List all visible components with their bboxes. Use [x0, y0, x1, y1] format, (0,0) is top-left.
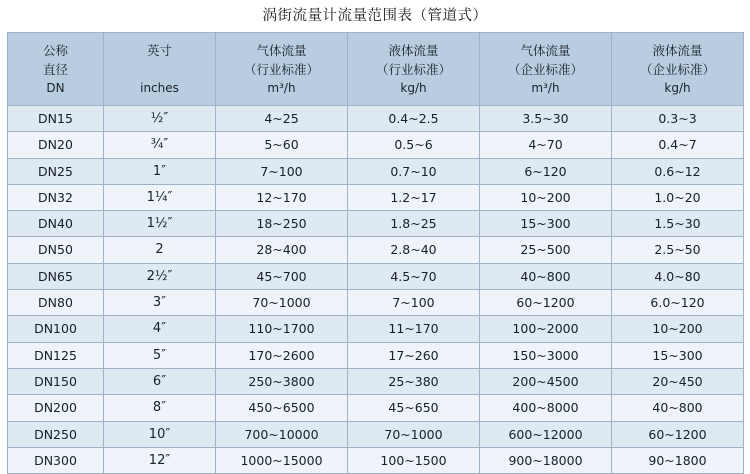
column-header-line: （行业标准） [243, 61, 319, 77]
cell-gas-enterprise: 900~18000 [480, 447, 612, 473]
cell-gas-industry: 4~25 [216, 106, 348, 132]
cell-gas-industry: 250~3800 [216, 368, 348, 394]
cell-gas-industry: 5~60 [216, 132, 348, 158]
cell-liquid-enterprise: 40~800 [612, 395, 744, 421]
cell-dn: DN25 [8, 158, 104, 184]
cell-dn: DN15 [8, 106, 104, 132]
cell-gas-enterprise: 10~200 [480, 184, 612, 210]
table-row [8, 342, 744, 368]
cell-liquid-enterprise: 0.3~3 [612, 106, 744, 132]
cell-inches: 5″ [104, 342, 216, 368]
table-row [8, 237, 744, 263]
cell-gas-industry: 450~6500 [216, 395, 348, 421]
cell-liquid-industry: 1.8~25 [348, 211, 480, 237]
cell-inches: 12″ [104, 447, 216, 473]
column-header-line: 直径 [42, 61, 68, 77]
column-header-line: m³/h [531, 80, 560, 95]
cell-liquid-industry: 7~100 [348, 290, 480, 316]
column-header-line: kg/h [400, 80, 427, 95]
cell-gas-industry: 70~1000 [216, 290, 348, 316]
cell-inches: 2½″ [104, 263, 216, 289]
cell-inches: 4″ [104, 316, 216, 342]
column-header-line: inches [140, 80, 179, 95]
cell-inches: 1½″ [104, 211, 216, 237]
column-header-line: m³/h [267, 80, 296, 95]
cell-liquid-enterprise: 0.4~7 [612, 132, 744, 158]
cell-liquid-enterprise: 0.6~12 [612, 158, 744, 184]
column-header-line: 液体流量 [652, 42, 703, 58]
cell-dn: DN20 [8, 132, 104, 158]
cell-liquid-enterprise: 4.0~80 [612, 263, 744, 289]
cell-inches: 8″ [104, 395, 216, 421]
cell-liquid-industry: 100~1500 [348, 447, 480, 473]
table-row [8, 158, 744, 184]
cell-dn: DN250 [8, 421, 104, 447]
cell-gas-industry: 28~400 [216, 237, 348, 263]
cell-liquid-enterprise: 6.0~120 [612, 290, 744, 316]
cell-dn: DN65 [8, 263, 104, 289]
cell-gas-enterprise: 6~120 [480, 158, 612, 184]
table-row [8, 421, 744, 447]
cell-gas-enterprise: 100~2000 [480, 316, 612, 342]
cell-gas-enterprise: 200~4500 [480, 368, 612, 394]
cell-liquid-industry: 25~380 [348, 368, 480, 394]
cell-liquid-enterprise: 20~450 [612, 368, 744, 394]
table-row [8, 184, 744, 210]
cell-inches: 6″ [104, 368, 216, 394]
table-row [8, 106, 744, 132]
cell-inches: ¾″ [104, 132, 216, 158]
cell-inches: 1¼″ [104, 184, 216, 210]
cell-gas-enterprise: 150~3000 [480, 342, 612, 368]
cell-liquid-industry: 70~1000 [348, 421, 480, 447]
cell-dn: DN80 [8, 290, 104, 316]
cell-liquid-enterprise: 90~1800 [612, 447, 744, 473]
cell-inches: ½″ [104, 106, 216, 132]
cell-gas-enterprise: 4~70 [480, 132, 612, 158]
column-header-line: （企业标准） [639, 61, 715, 77]
table-row [8, 132, 744, 158]
cell-gas-enterprise: 60~1200 [480, 290, 612, 316]
flow-range-table [7, 32, 744, 474]
cell-liquid-enterprise: 15~300 [612, 342, 744, 368]
column-header-nominal-diameter [8, 33, 104, 106]
column-header-line: 气体流量 [256, 42, 307, 58]
table-header-row [8, 33, 744, 106]
cell-liquid-enterprise: 1.0~20 [612, 184, 744, 210]
cell-dn: DN40 [8, 211, 104, 237]
cell-gas-industry: 170~2600 [216, 342, 348, 368]
cell-liquid-enterprise: 1.5~30 [612, 211, 744, 237]
column-header-line: 公称 [42, 42, 68, 58]
cell-liquid-enterprise: 10~200 [612, 316, 744, 342]
column-header-liquid-flow-enterprise [612, 33, 744, 106]
column-header-line: （行业标准） [375, 61, 451, 77]
cell-gas-industry: 110~1700 [216, 316, 348, 342]
cell-liquid-industry: 1.2~17 [348, 184, 480, 210]
table-row [8, 316, 744, 342]
column-header-line: 气体流量 [520, 42, 571, 58]
column-header-line [106, 60, 213, 79]
cell-gas-enterprise: 15~300 [480, 211, 612, 237]
cell-liquid-industry: 0.7~10 [348, 158, 480, 184]
column-header-line: 液体流量 [388, 42, 439, 58]
cell-gas-industry: 12~170 [216, 184, 348, 210]
column-header-line: DN [46, 80, 65, 95]
table-row [8, 211, 744, 237]
cell-gas-industry: 45~700 [216, 263, 348, 289]
cell-liquid-industry: 4.5~70 [348, 263, 480, 289]
cell-dn: DN200 [8, 395, 104, 421]
cell-dn: DN100 [8, 316, 104, 342]
table-row [8, 290, 744, 316]
cell-liquid-industry: 11~170 [348, 316, 480, 342]
table-body [8, 106, 744, 474]
column-header-line: kg/h [664, 80, 691, 95]
cell-gas-industry: 700~10000 [216, 421, 348, 447]
cell-inches: 2 [104, 237, 216, 263]
cell-liquid-industry: 2.8~40 [348, 237, 480, 263]
column-header-gas-flow-industry [216, 33, 348, 106]
table-row [8, 263, 744, 289]
cell-gas-enterprise: 25~500 [480, 237, 612, 263]
column-header-line: 英寸 [146, 42, 172, 58]
column-header-liquid-flow-industry [348, 33, 480, 106]
cell-inches: 1″ [104, 158, 216, 184]
cell-inches: 10″ [104, 421, 216, 447]
cell-liquid-enterprise: 60~1200 [612, 421, 744, 447]
cell-gas-industry: 18~250 [216, 211, 348, 237]
cell-dn: DN150 [8, 368, 104, 394]
cell-liquid-industry: 45~650 [348, 395, 480, 421]
table-header [8, 33, 744, 106]
cell-gas-enterprise: 40~800 [480, 263, 612, 289]
cell-gas-enterprise: 3.5~30 [480, 106, 612, 132]
table-row [8, 447, 744, 473]
cell-inches: 3″ [104, 290, 216, 316]
cell-liquid-enterprise: 2.5~50 [612, 237, 744, 263]
cell-dn: DN300 [8, 447, 104, 473]
page-title: 涡街流量计流量范围表（管道式） [262, 8, 488, 24]
cell-dn: DN125 [8, 342, 104, 368]
table-row [8, 368, 744, 394]
cell-gas-enterprise: 600~12000 [480, 421, 612, 447]
cell-gas-industry: 7~100 [216, 158, 348, 184]
column-header-inches [104, 33, 216, 106]
cell-liquid-industry: 17~260 [348, 342, 480, 368]
column-header-gas-flow-enterprise [480, 33, 612, 106]
cell-liquid-industry: 0.5~6 [348, 132, 480, 158]
cell-dn: DN32 [8, 184, 104, 210]
table-row [8, 395, 744, 421]
cell-liquid-industry: 0.4~2.5 [348, 106, 480, 132]
column-header-line: （企业标准） [507, 61, 583, 77]
cell-gas-enterprise: 400~8000 [480, 395, 612, 421]
cell-gas-industry: 1000~15000 [216, 447, 348, 473]
cell-dn: DN50 [8, 237, 104, 263]
